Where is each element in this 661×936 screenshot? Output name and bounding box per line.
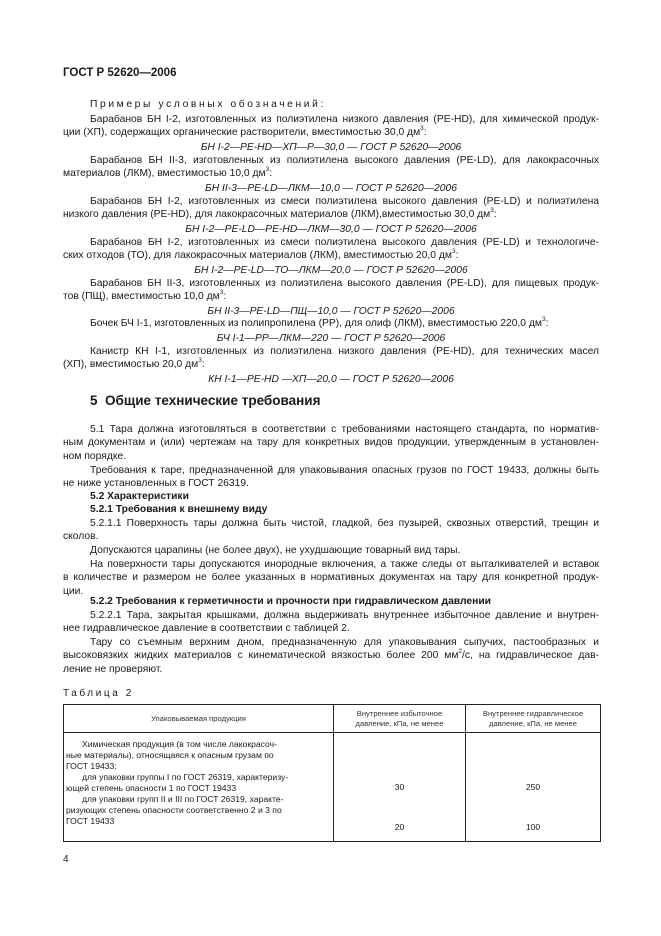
table-product-line: ные материалы), относящаяся к опасным грузам по [66, 750, 274, 760]
section-number: 5 [90, 393, 98, 408]
table-value-hydraulic-group23: 100 [525, 822, 541, 832]
table-product-line: для упаковки групп II и III по ГОСТ 26319, характе- [82, 794, 284, 804]
table-cell-excess [334, 733, 466, 842]
example-text-line: Бочек БЧ I-1, изготовленных из полипропилена (PP), для олиф (ЛКМ), вместимостью 220,0 $дм^3$: [90, 315, 549, 329]
table-cell-product [64, 733, 334, 842]
example-text-line: материалов (ЛКМ), вместимостью 10,0 $дм^3$: [63, 165, 273, 179]
example-designation: БН I-2—PE-LD—ТО—ЛКМ—20,0 — ГОСТ Р 52620—2006 [194, 265, 468, 276]
subsection-5-2-2-heading: 5.2.2 Требования к герметичности и прочности при гидравлическом давлении [90, 596, 491, 607]
table-value-hydraulic-group1: 250 [525, 782, 541, 792]
paragraph-line: Требования к таре, предназначенной для упаковывания опасных грузов по ГОСТ 19433, должны быть [90, 465, 599, 476]
example-text-line: ских отходов (ТО), для лакокрасочных материалов (ЛКМ), вместимостью 20,0 $дм^3$: [63, 247, 459, 261]
subsection-5-2-heading: 5.2 Характеристики [90, 491, 189, 502]
paragraph-line: нее гидравлическое давление в соответствии с таблицей 2. [63, 623, 350, 634]
table-value-excess-group23: 20 [394, 822, 405, 832]
table-product-line: Химическая продукция (в том числе лакокрасоч- [82, 739, 277, 749]
table-product-line: ГОСТ 19433: [66, 761, 117, 771]
paragraph-line: не ниже установленных в ГОСТ 26319. [63, 478, 249, 489]
example-text-line: Канистр КН I-1, изготовленных из полиэтилена низкого давления (PE-HD), для технических масел [90, 346, 599, 357]
example-designation: БН I-2—PE-HD—ХП—Р—30,0 — ГОСТ Р 52620—2006 [200, 142, 462, 153]
table-product-line: ющей степень опасности 1 по ГОСТ 19433 [66, 783, 237, 793]
page-number: 4 [63, 854, 69, 865]
paragraph-line: Допускаются царапины (не более двух), не ухудшающие товарный вид тары. [90, 545, 461, 556]
paragraph-line: ным документам и (или) чертежам на тару для конкретных видов продукции, утвержденным в установлен- [63, 437, 599, 448]
example-text-line: Барабанов БН I-2, изготовленных из смеси полиэтилена высокого давления (PE-LD) и технологиче- [90, 237, 599, 248]
example-text-line: тов (ПЩ), вместимостью 10,0 $дм^3$: [63, 288, 227, 302]
section-title: Общие технические требования [105, 393, 321, 408]
example-designation: БН I-2—PE-LD—PE-HD—ЛКМ—30,0 — ГОСТ Р 52620—2006 [185, 224, 477, 235]
example-text-line: низкого давления (PE-HD), для лакокрасочных материалов (ЛКМ),вместимостью 30,0 $дм^3$: [63, 206, 497, 220]
table-header-product: Упаковываемая продукция [64, 705, 334, 733]
table-product-line: ГОСТ 19433 [66, 816, 115, 826]
example-text-line: Барабанов БН II-3, изготовленных из полиэтилена высокого давления (PE-LD), для лакокрасочных [90, 155, 599, 166]
table-product-line: для упаковки группы I по ГОСТ 26319, характеризу- [82, 772, 289, 782]
table-caption: Таблица 2 [63, 688, 134, 699]
table-2 [63, 704, 601, 842]
paragraph-line: Тару со съемным верхним дном, предназначенную для упаковывания сыпучих, пастообразных и [90, 637, 599, 648]
example-designation: БН II-3—PE-LD—ПЩ—10,0 — ГОСТ Р 52620—2006 [207, 306, 455, 317]
example-text-line: Барабанов БН II-3, изготовленных из полиэтилена высокого давления (PE-LD), для пищевых продук- [90, 278, 599, 289]
paragraph-line: сколов. [63, 531, 99, 542]
example-text-line: Барабанов БН I-2, изготовленных из смеси полиэтилена высокого давления (PE-LD) и полиэтилена [90, 196, 599, 207]
table-header-excess-pressure: Внутреннее избыточное давление, кПа, не менее [334, 705, 466, 733]
paragraph-line: ном порядке. [63, 451, 127, 462]
paragraph-line: 5.2.2.1 Тара, закрытая крышками, должна выдерживать внутреннее избыточное давление и внутрен- [90, 610, 599, 621]
paragraph-line: ции. [63, 586, 84, 597]
example-designation: БЧ I-1—PP—ЛКМ—220 — ГОСТ Р 52620—2006 [216, 333, 446, 344]
table-product-line: ризующих степень опасности соответственно 2 и 3 по [66, 805, 282, 815]
document-code: ГОСТ Р 52620—2006 [63, 67, 177, 79]
examples-title: Примеры условных обозначений: [90, 99, 326, 110]
example-designation: КН I-1—PE-HD —ХП—20,0 — ГОСТ Р 52620—2006 [208, 374, 454, 385]
table-value-excess-group1: 30 [394, 782, 405, 792]
paragraph-line: высоковязких жидких материалов с кинематической вязкостью более 200 $мм^2/с$, на гидравлическое дав- [63, 647, 599, 661]
example-text-line: Барабанов БН I-2, изготовленных из полиэтилена низкого давления (PE-HD), для химической продук- [90, 114, 599, 125]
paragraph-line: ление не проверяют. [63, 664, 163, 675]
example-text-line: ции (ХП), содержащих органические растворители, вместимостью 30,0 $дм^3$: [63, 124, 427, 138]
table-header-hydraulic-pressure: Внутреннее гидравлическое давление, кПа, не менее [466, 705, 601, 733]
example-text-line: (ХП), вместимостью 20,0 $дм^3$: [63, 356, 205, 370]
paragraph-line: 5.1 Тара должна изготовляться в соответствии с требованиями настоящего стандарта, по норматив- [90, 424, 599, 435]
section-5-heading [90, 394, 320, 408]
example-designation: БН II-3—PE-LD—ЛКМ—10,0 — ГОСТ Р 52620—2006 [205, 183, 457, 194]
paragraph-line: 5.2.1.1 Поверхность тары должна быть чистой, гладкой, без пузырей, сквозных отверстий, трещин и [90, 518, 599, 529]
paragraph-line: На поверхности тары допускаются инородные включения, а также следы от выталкивателей и вставок [90, 559, 599, 570]
subsection-5-2-1-heading: 5.2.1 Требования к внешнему виду [90, 504, 268, 515]
table-cell-hydraulic [466, 733, 601, 842]
paragraph-line: в количестве и размером не более указанных в нормативных документах на тару для конкретной продук- [63, 572, 599, 583]
